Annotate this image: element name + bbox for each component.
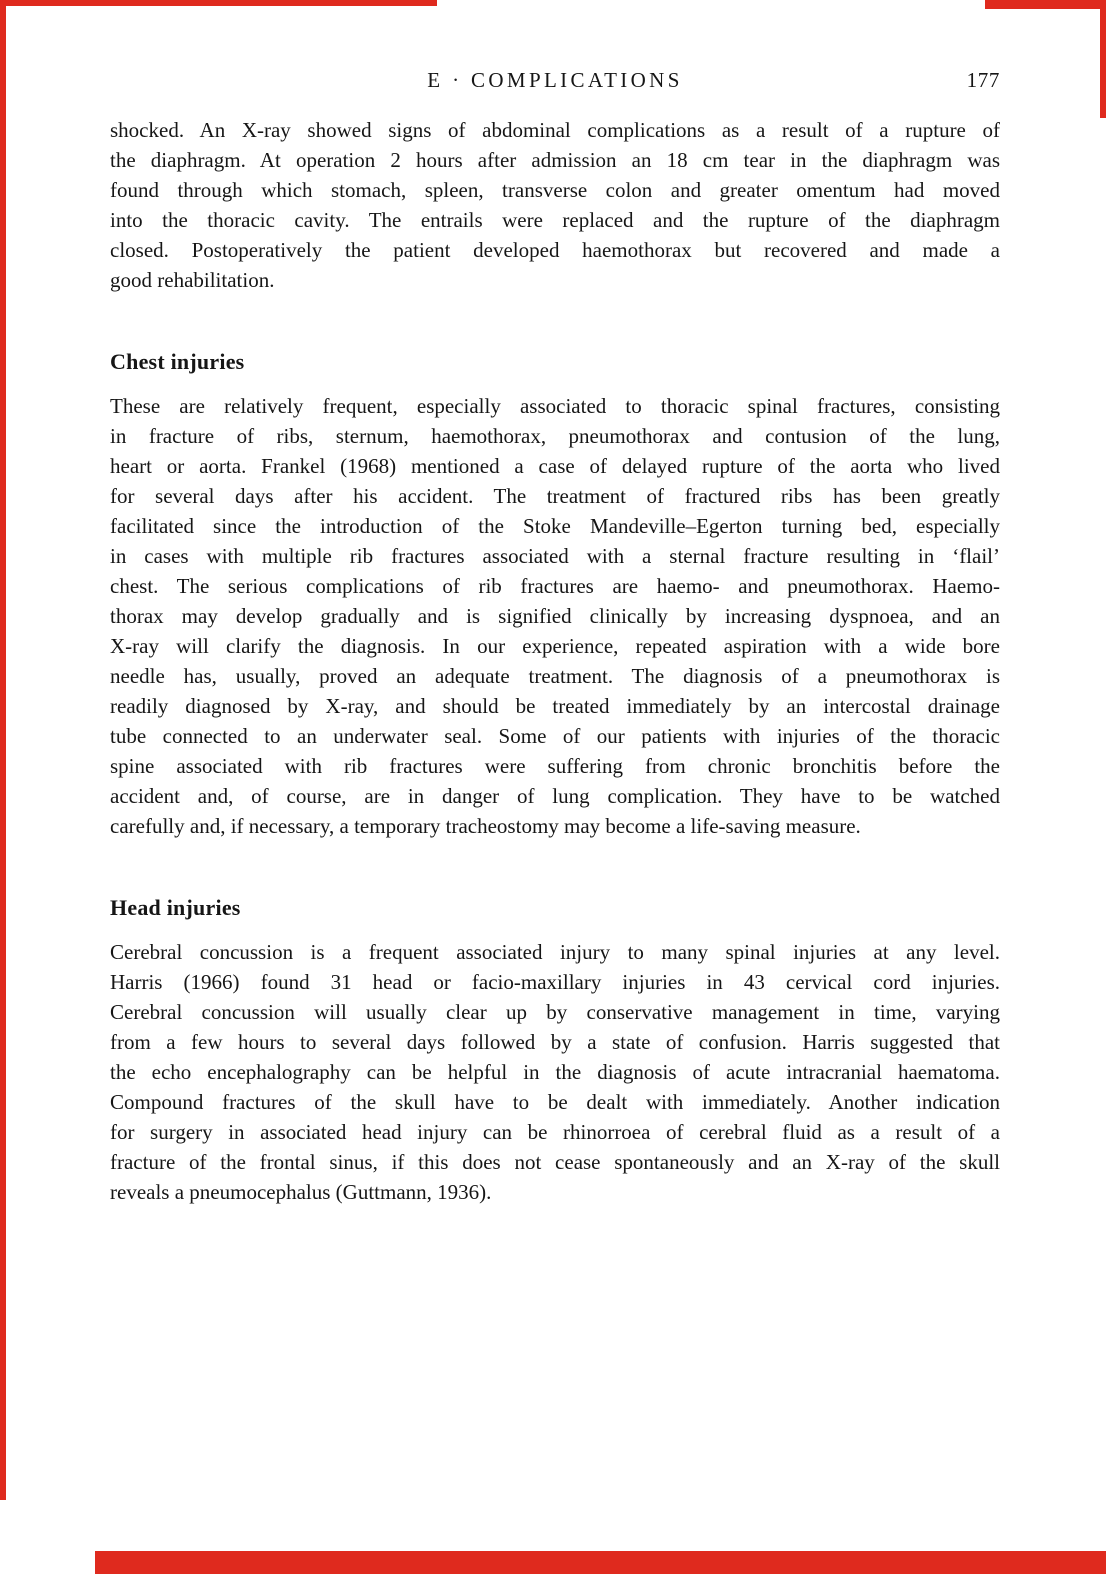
- text-line: tube connected to an underwater seal. Some of our patients with injuries of the thoracic: [110, 724, 1000, 748]
- text-line: into the thoracic cavity. The entrails were replaced and the rupture of the diaphragm: [110, 208, 1000, 232]
- text-line: thorax may develop gradually and is signified clinically by increasing dyspnoea, and an: [110, 604, 1000, 628]
- text-line: for surgery in associated head injury can be rhinorroea of cerebral fluid as a result of a: [110, 1120, 1000, 1144]
- text-line: These are relatively frequent, especially associated to thoracic spinal fractures, consisting: [110, 394, 1000, 418]
- text-line: needle has, usually, proved an adequate treatment. The diagnosis of a pneumothorax is: [110, 664, 1000, 688]
- text-line: carefully and, if necessary, a temporary tracheostomy may become a life-saving measure.: [110, 814, 861, 838]
- text-line: spine associated with rib fractures were suffering from chronic bronchitis before the: [110, 754, 1000, 778]
- text-line: X-ray will clarify the diagnosis. In our experience, repeated aspiration with a wide bore: [110, 634, 1000, 658]
- text-line: Cerebral concussion will usually clear up by conservative management in time, varying: [110, 1000, 1000, 1024]
- text-line: in fracture of ribs, sternum, haemothorax, pneumothorax and contusion of the lung,: [110, 424, 1000, 448]
- text-line: Harris (1966) found 31 head or facio-maxillary injuries in 43 cervical cord injuries.: [110, 970, 1000, 994]
- text-line: facilitated since the introduction of the Stoke Mandeville–Egerton turning bed, especially: [110, 514, 1000, 538]
- paragraph-chest-injuries: [110, 391, 1000, 841]
- scan-edge-bottom: [95, 1551, 1106, 1574]
- section-heading-head-injuries: Head injuries: [110, 895, 241, 920]
- text-line: chest. The serious complications of rib fractures are haemo- and pneumothorax. Haemo-: [110, 574, 1000, 598]
- text-line: for several days after his accident. The treatment of fractured ribs has been greatly: [110, 484, 1000, 508]
- text-line: in cases with multiple rib fractures associated with a sternal fracture resulting in ‘flail’: [110, 544, 1000, 568]
- text-line: fracture of the frontal sinus, if this does not cease spontaneously and an X-ray of the skull: [110, 1150, 1000, 1174]
- scan-edge-top-right: [985, 0, 1106, 9]
- paragraph-head-injuries: [110, 937, 1000, 1207]
- scan-edge-left: [0, 0, 6, 1500]
- text-line: Cerebral concussion is a frequent associated injury to many spinal injuries at any level.: [110, 940, 1000, 964]
- text-line: closed. Postoperatively the patient developed haemothorax but recovered and made a: [110, 238, 1000, 262]
- text-line: the diaphragm. At operation 2 hours after admission an 18 cm tear in the diaphragm was: [110, 148, 1000, 172]
- text-line: heart or aorta. Frankel (1968) mentioned a case of delayed rupture of the aorta who lived: [110, 454, 1000, 478]
- running-head: [110, 66, 1000, 94]
- scan-edge-right: [1100, 0, 1106, 118]
- text-line: Compound fractures of the skull have to be dealt with immediately. Another indication: [110, 1090, 1000, 1114]
- text-line: found through which stomach, spleen, transverse colon and greater omentum had moved: [110, 178, 1000, 202]
- text-line: accident and, of course, are in danger of lung complication. They have to be watched: [110, 784, 1000, 808]
- page-content: [110, 0, 1000, 1207]
- text-line: readily diagnosed by X-ray, and should be treated immediately by an intercostal drainage: [110, 694, 1000, 718]
- text-line: from a few hours to several days followed by a state of confusion. Harris suggested that: [110, 1030, 1000, 1054]
- running-head-title: E · COMPLICATIONS: [427, 68, 683, 92]
- page-number: 177: [966, 68, 1000, 92]
- text-line: shocked. An X-ray showed signs of abdominal complications as a result of a rupture of: [110, 118, 1000, 142]
- section-heading-chest-injuries: Chest injuries: [110, 349, 245, 374]
- text-line: good rehabilitation.: [110, 268, 275, 292]
- text-line: reveals a pneumocephalus (Guttmann, 1936).: [110, 1180, 492, 1204]
- paragraph-intro: [110, 115, 1000, 295]
- text-line: the echo encephalography can be helpful in the diagnosis of acute intracranial haematoma.: [110, 1060, 1000, 1084]
